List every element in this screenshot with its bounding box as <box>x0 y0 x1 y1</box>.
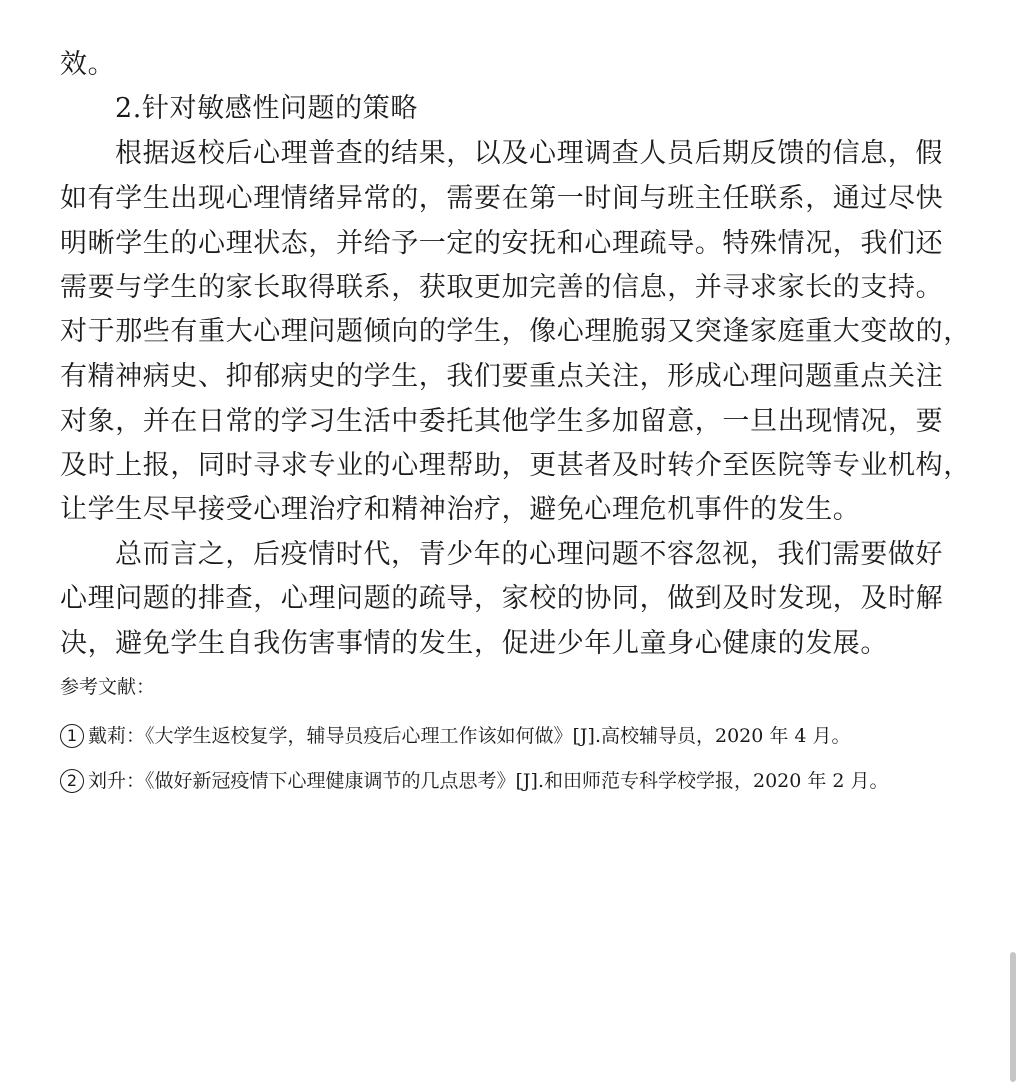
circled-number-2: 2 <box>60 769 84 793</box>
text-line: 让学生尽早接受心理治疗和精神治疗，避免心理危机事件的发生。 <box>60 494 861 525</box>
circled-number-1: 1 <box>60 724 84 748</box>
text-line: 总而言之，后疫情时代，青少年的心理问题不容忽视，我们需要做好 <box>115 539 943 570</box>
text-line: 如有学生出现心理情绪异常的，需要在第一时间与班主任联系，通过尽快 <box>60 183 944 214</box>
text-line: 心理问题的排查，心理问题的疏导，家校的协同，做到及时发现，及时解 <box>60 583 944 614</box>
text-line: 对于那些有重大心理问题倾向的学生，像心理脆弱又突逢家庭重大变故的， <box>60 316 971 347</box>
reference-item <box>60 767 889 795</box>
text-line: 及时上报，同时寻求专业的心理帮助，更甚者及时转介至医院等专业机构， <box>60 450 971 481</box>
section-heading: 2.针对敏感性问题的策略 <box>115 93 418 124</box>
reference-text: 戴莉：《大学生返校复学，辅导员疫后心理工作该如何做》[J].高校辅导员，2020 年 4 月。 <box>88 725 851 747</box>
text-line: 根据返校后心理普查的结果，以及心理调查人员后期反馈的信息，假 <box>115 138 943 169</box>
text-line: 有精神病史、抑郁病史的学生，我们要重点关注，形成心理问题重点关注 <box>60 361 944 392</box>
text-line: 效。 <box>60 49 116 80</box>
text-line: 需要与学生的家长取得联系，获取更加完善的信息，并寻求家长的支持。 <box>60 272 944 303</box>
reference-text: 刘升：《做好新冠疫情下心理健康调节的几点思考》[J].和田师范专科学校学报，2020 年 2 月。 <box>88 770 889 792</box>
text-line: 对象，并在日常的学习生活中委托其他学生多加留意，一旦出现情况，要 <box>60 406 944 437</box>
text-line: 决，避免学生自我伤害事情的发生，促进少年儿童身心健康的发展。 <box>60 628 888 659</box>
reference-item <box>60 722 851 750</box>
references-title: 参考文献： <box>60 676 156 698</box>
scrollbar-thumb[interactable] <box>1010 952 1016 1082</box>
text-line: 明晰学生的心理状态，并给予一定的安抚和心理疏导。特殊情况，我们还 <box>60 228 944 259</box>
